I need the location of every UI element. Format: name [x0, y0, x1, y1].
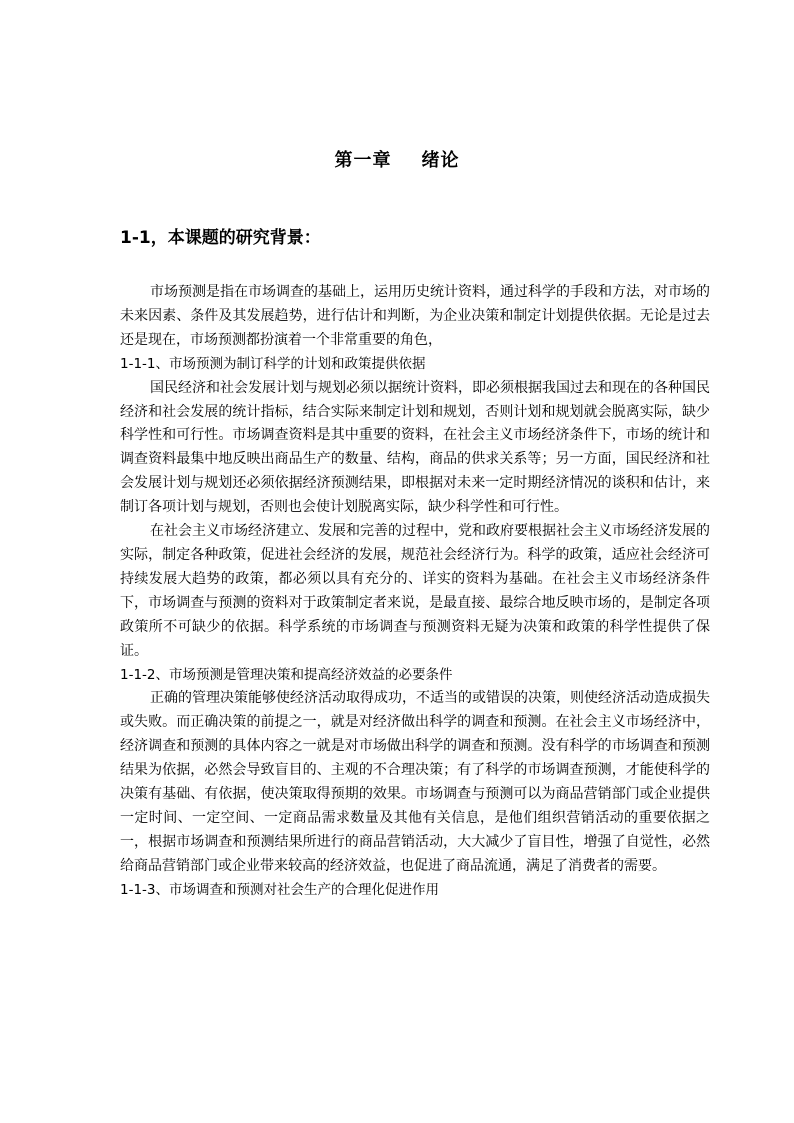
body-text [120, 281, 710, 903]
paragraph-intro: 市场预测是指在市场调查的基础上，运用历史统计资料，通过科学的手段和方法，对市场的未来因素、条件及其发展趋势，进行估计和判断，为企业决策和制定计划提供依据。无论是过去还是现在，市场预测都扮演着一个非常重要的角色， [120, 284, 710, 348]
chapter-label: 第一章 [334, 150, 392, 171]
chapter-title [0, 146, 794, 172]
paragraph-decision: 正确的管理决策能够使经济活动取得成功，不适当的或错误的决策，则使经济活动造成损失或失败。而正确决策的前提之一，就是对经济做出科学的调查和预测。在社会主义市场经济中，经济调查和预测的具体内容之一就是对市场做出科学的调查和预测。没有科学的市场调查和预测结果为依据，必然会导致盲目的、主观的不合理决策；有了科学的市场调查预测，才能使科学的决策有基础、有依据，使决策取得预期的效果。市场调查与预测可以为商品营销部门或企业提供一定时间、一定空间、一定商品需求数量及其他有关信息，是他们组织营销活动的重要依据之一，根据市场调查和预测结果所进行的商品营销活动，大大减少了盲目性，增强了自觉性，必然给商品营销部门或企业带来较高的经济效益，也促进了商品流通，满足了消费者的需要。 [120, 690, 710, 874]
subheading-1-1-3: 1-1-3、市场调查和预测对社会生产的合理化促进作用 [120, 881, 440, 898]
section-heading: 1-1，本课题的研究背景： [120, 228, 321, 248]
paragraph-policy: 在社会主义市场经济建立、发展和完善的过程中，党和政府要根据社会主义市场经济发展的实际，制定各种政策，促进社会经济的发展，规范社会经济行为。科学的政策，适应社会经济可持续发展大趋势的政策，都必须以具有充分的、详实的资料为基础。在社会主义市场经济条件下，市场调查与预测的资料对于政策制定者来说，是最直接、最综合地反映市场的，是制定各项政策所不可缺少的依据。科学系统的市场调查与预测资料无疑为决策和政策的科学性提供了保证。 [120, 523, 710, 659]
chapter-name: 绪论 [421, 150, 460, 171]
subheading-1-1-2: 1-1-2、市场预测是管理决策和提高经济效益的必要条件 [120, 666, 453, 683]
subheading-1-1-1: 1-1-1、市场预测为制订科学的计划和政策提供依据 [120, 355, 426, 372]
paragraph-planning: 国民经济和社会发展计划与规划必须以据统计资料，即必须根据我国过去和现在的各种国民经济和社会发展的统计指标，结合实际来制定计划和规划，否则计划和规划就会脱离实际，缺少科学性和可行性。市场调查资料是其中重要的资料，在社会主义市场经济条件下，市场的统计和调查资料最集中地反映出商品生产的数量、结构，商品的供求关系等；另一方面，国民经济和社会发展计划与规划还必须依据经济预测结果，即根据对未来一定时期经济情况的谈积和估计，来制订各项计划与规划，否则也会使计划脱离实际，缺少科学性和可行性。 [120, 379, 710, 516]
